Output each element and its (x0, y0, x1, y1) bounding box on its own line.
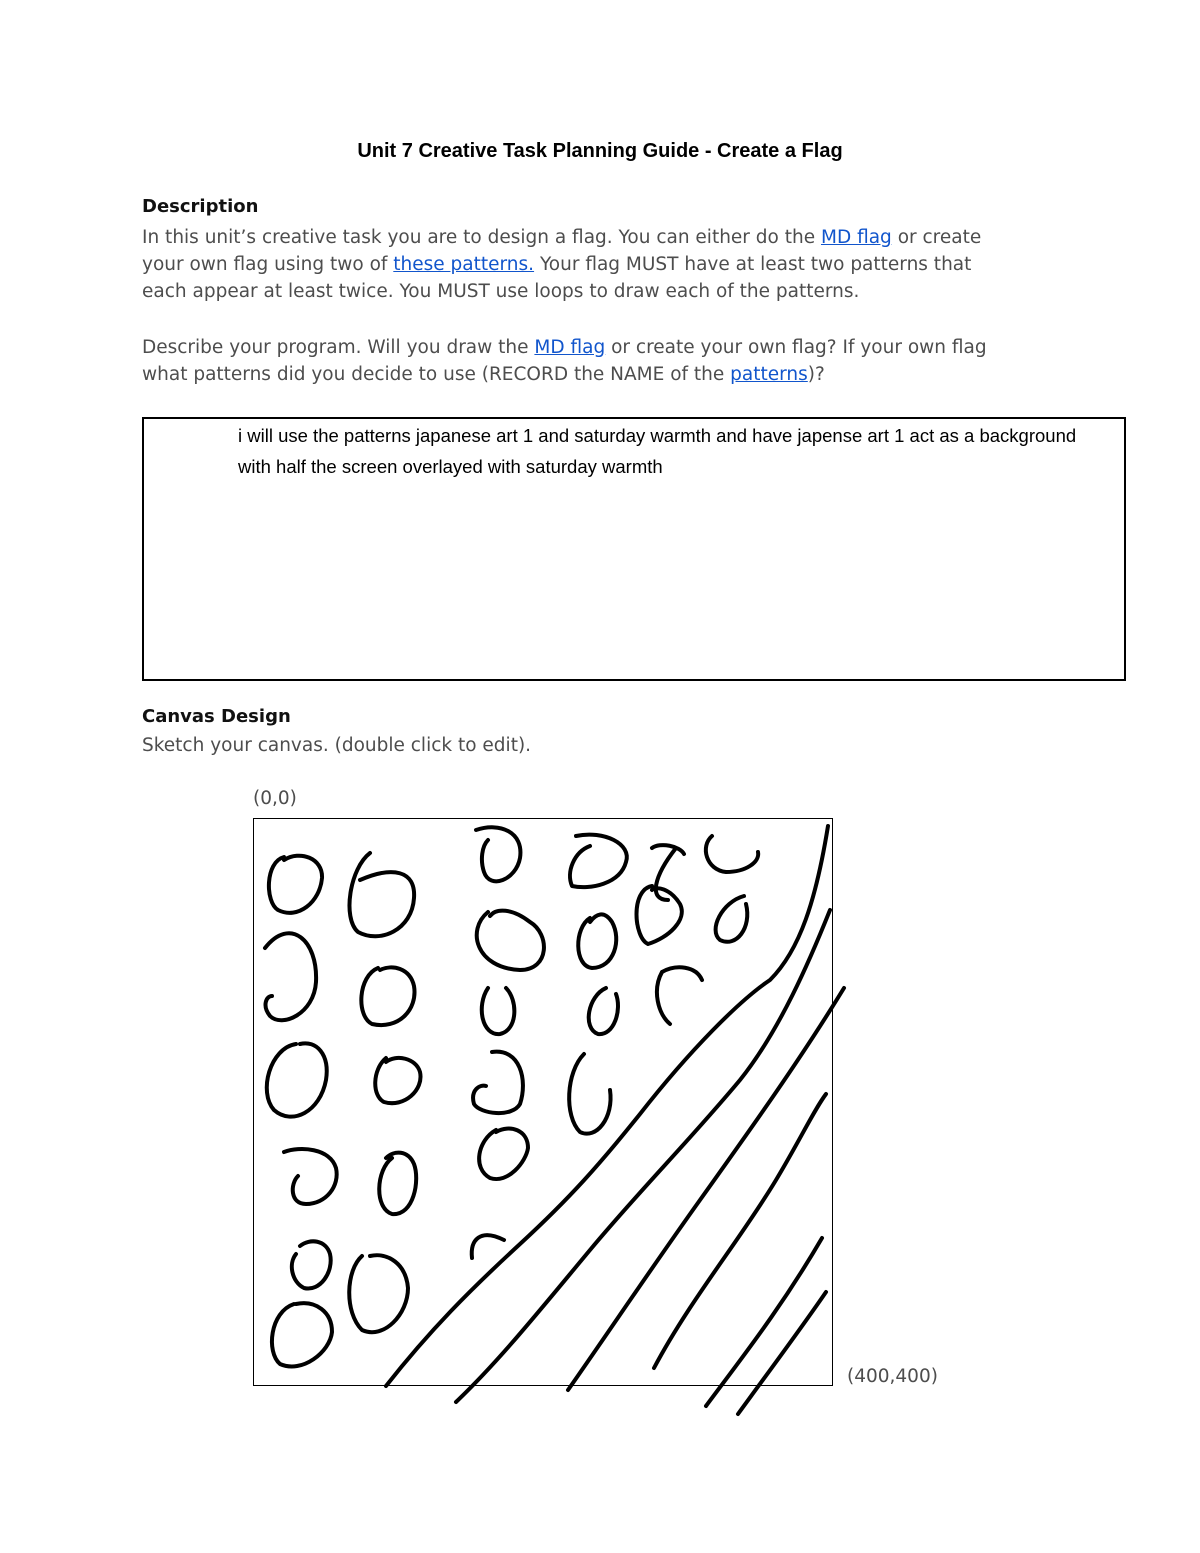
doodle-circle (482, 988, 515, 1034)
doodle-circle (476, 827, 520, 881)
answer-line-1: i will use the patterns japanese art 1 and saturday warmth and have japense art 1 act as a background (238, 425, 1077, 446)
doodle-circle (570, 835, 627, 888)
doodle-circle (349, 853, 414, 936)
doodle-circle (267, 1043, 327, 1116)
doodle-circle (284, 1149, 337, 1204)
canvas-heading: Canvas Design (142, 706, 291, 727)
description-text: Your flag MUST have at least two patterns that (534, 254, 972, 275)
doodle-circle (578, 914, 616, 968)
doodle-stripe (386, 826, 828, 1386)
doodle-circle (706, 836, 758, 872)
origin-label: (0,0) (253, 788, 297, 809)
doodle-circle (349, 1255, 408, 1332)
canvas-instruction: Sketch your canvas. (double click to edit). (142, 735, 532, 756)
prompt-text: what patterns did you decide to use (RECORD the NAME of the (142, 364, 731, 385)
prompt-text: Describe your program. Will you draw the (142, 337, 535, 358)
corner-label: (400,400) (847, 1366, 938, 1387)
doodle-circle (716, 896, 748, 942)
circle-pattern-left (265, 853, 421, 1366)
prompt-text: )? (807, 364, 825, 385)
stripe-pattern (386, 826, 844, 1414)
doodle-circle (292, 1241, 331, 1288)
circle-pattern-middle (472, 827, 758, 1258)
md-flag-link[interactable]: MD flag (820, 227, 892, 248)
doodle-circle (472, 1235, 504, 1258)
these-patterns-link[interactable]: these patterns. (393, 254, 535, 275)
doodle-circle (657, 967, 702, 1024)
md-flag-link-2[interactable]: MD flag (534, 337, 606, 358)
doodle-stripe (456, 910, 830, 1402)
doodle-stripe (568, 988, 844, 1390)
doodle-circle (375, 1058, 420, 1103)
doodle-circle (479, 1129, 528, 1179)
prompt-text: or create your own flag? If your own flag (605, 337, 987, 358)
doodle-stripe (738, 1292, 826, 1414)
doodle-circle (589, 988, 618, 1034)
doodle-circle (379, 1153, 416, 1214)
description-text: In this unit’s creative task you are to design a flag. You can either do the (142, 227, 821, 248)
doodle-circle (269, 856, 322, 913)
doodle-circle (473, 1052, 523, 1113)
patterns-link[interactable]: patterns (730, 364, 808, 385)
doodle-circle (361, 967, 414, 1025)
answer-line-2: with half the screen overlayed with saturday warmth (238, 456, 663, 477)
doodle-circle (569, 1054, 610, 1134)
page-title: Unit 7 Creative Task Planning Guide - Create a Flag (357, 140, 843, 162)
doodle-circle (265, 933, 316, 1020)
doodle-circle (272, 1303, 332, 1366)
description-heading: Description (142, 196, 259, 217)
description-text: your own flag using two of (142, 254, 394, 275)
description-text: or create (891, 227, 982, 248)
doodle-circle (477, 911, 544, 970)
description-line-3: each appear at least twice. You MUST use loops to draw each of the patterns. (142, 281, 860, 302)
